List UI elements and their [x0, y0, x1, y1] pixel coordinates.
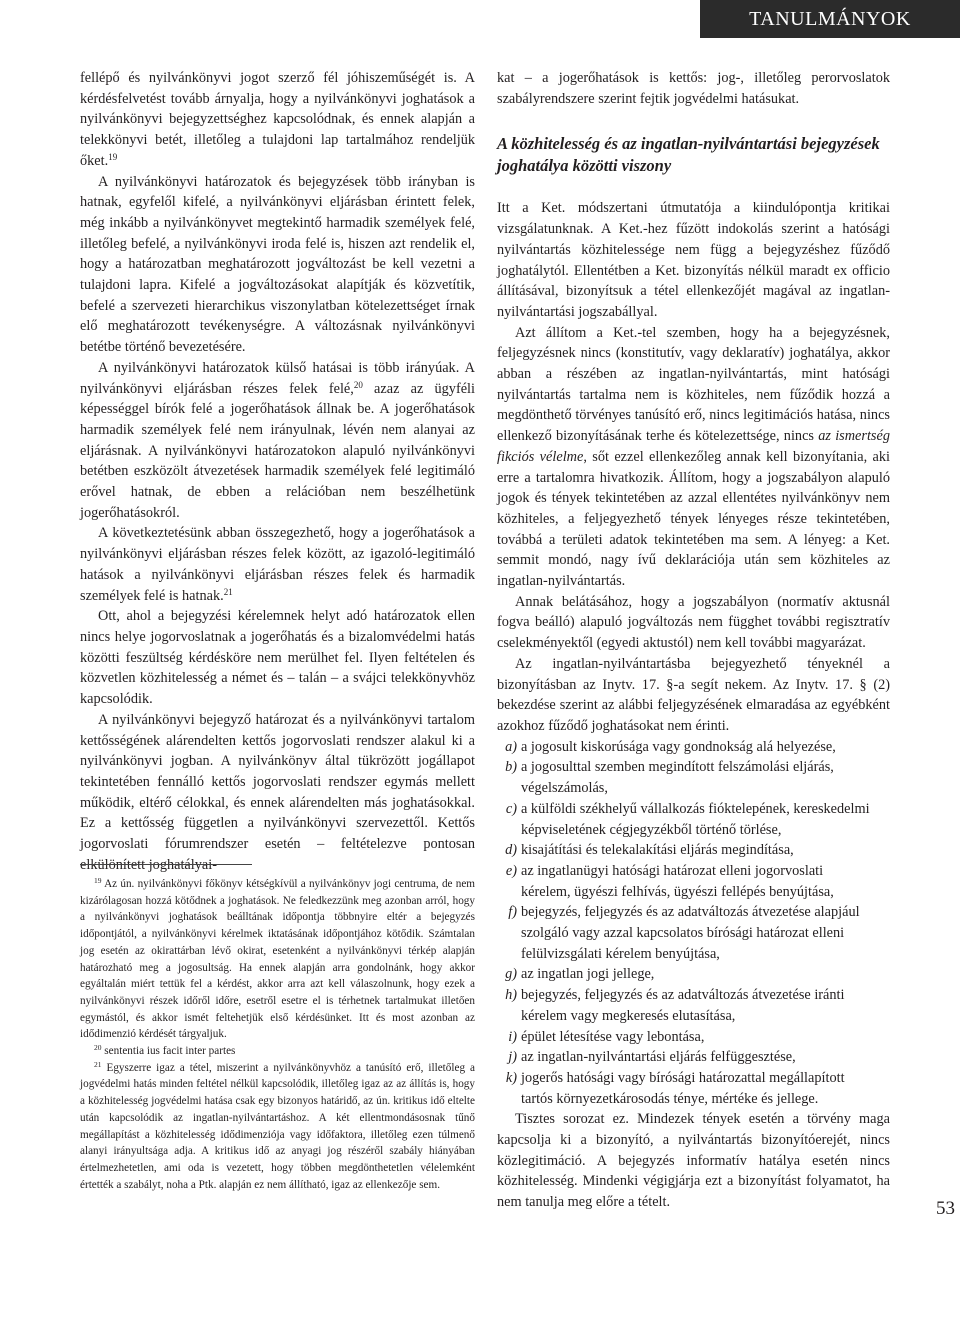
list-item-text: az ingatlanügyi hatósági határozat elleni jogorvoslati kérelem, ügyészi felhívás, ügyészi fellépés benyújtása, [521, 862, 834, 900]
right-intro-paragraph [497, 68, 890, 109]
footnote-ref: 20 [94, 1043, 102, 1053]
text-run: , sőt ezzel ellenkezőleg annak kell bizonyítania, aki erre a tartalomra hivatkozik. Állítom, hogy a jogszabályon alapuló jogok és tények tekintetében az azzal ellentétes nyilvánkönyv nem közhiteles, a feljegyezhető tények lényeges része tekintetében, továbbá a területi adatok tekintetében ma sem. A lényeg: a Ket. semmit mondó, nagy ívű deklarációja után sem közhiteles az ingatlan-nyilvántartás. [497, 448, 891, 590]
list-item [497, 757, 890, 798]
text-run: kat – a jogerőhatások is kettős: jog-, illetőleg perorvoslatok szabályrendszere szerint fejtik jogvédelmi hatásukat. [497, 70, 890, 107]
list-item-label: b) [505, 759, 517, 776]
list-item [497, 1047, 890, 1068]
list-item [497, 902, 890, 964]
footnotes [80, 876, 475, 1193]
footnote-ref: 20 [353, 379, 363, 390]
list-item [497, 840, 890, 861]
paragraph [80, 358, 475, 524]
footnote [80, 1043, 475, 1060]
list-item-label: a) [505, 738, 517, 755]
list-item-label: d) [505, 842, 517, 859]
footnote-ref: 21 [94, 1059, 102, 1069]
list-item-label: h) [505, 987, 517, 1004]
paragraph [80, 710, 475, 876]
text-run: Az ingatlan-nyilvántartásba bejegyezhető tényeknél a bizonyításban az Inytv. 17. §-a segít nekem. Az Inytv. 17. § (2) bekezdése szerint az alábbi feljegyzésének elmaradása az egyébként azokhoz fűződő joghatásokat nem érinti. [497, 655, 890, 734]
list-item-label: f) [508, 904, 517, 921]
text-run: fellépő és nyilvánkönyvi jogot szerző fél jóhiszeműségét is. A kérdésfelvetést tovább árnyalja, hogy a nyilvánkönyvi joghatások a nyilvánkönyvi bejegyzettséghez kapcsolódnak, és ennek alapján a telekkönyvi betét, illetőleg a tulajdoni lap tartalmához rendeljük őket. [80, 70, 475, 169]
paragraph [80, 68, 475, 172]
paragraph [80, 172, 475, 358]
list-item-label: k) [505, 1069, 517, 1086]
text-run: azaz az ügyféli képességgel bírók felé a jogerőhatások állnak be. A jogerőhatások harmadik személyek felé nem irányulnak, lévén nem alanyai az eljárásnak. A nyilvánkönyvi határozatokon alapuló nyilvánkönyvi betétben eszközölt átvezetések harmadik személyek felé legitimáló erővel hatnak, de ebben a relációban nem beszélhetünk jogerőhatásokról. [80, 380, 476, 521]
footnote [80, 876, 475, 1043]
footnote-ref: 21 [223, 586, 233, 597]
list-item-label: j) [508, 1049, 517, 1066]
text-run: Itt a Ket. módszertani útmutatója a kiindulópontja kritikai vizsgálatunknak. A Ket.-hez fűzött indokolás szerint a hatósági nyilvántartás közhitelessége nem függ a bejegyzéshez fűződő joghatálytól. Ellentétben a Ket. bizonyítás nélkül maradt ex officio állításával, bizonyítsuk a tétel ellenkezőjét magával az ingatlan-nyilvántartási jogszabállyal. [497, 200, 890, 320]
list-item [497, 1027, 890, 1048]
right-paragraphs [497, 198, 890, 736]
text-run: sententia ius facit inter partes [101, 1045, 236, 1058]
paragraph [80, 523, 475, 606]
list-item-text: épület létesítése vagy lebontása, [521, 1028, 705, 1045]
list-item-text: az ingatlan-nyilvántartási eljárás felfüggesztése, [521, 1049, 796, 1066]
legal-list [497, 737, 890, 1110]
list-item-label: c) [505, 800, 517, 817]
paragraph [497, 198, 890, 322]
list-item-text: bejegyzés, feljegyzés és az adatváltozás átvezetése alapjául szolgáló vagy azzal kapcsolatos bírósági határozat elleni felülvizsgálati kérelem benyújtása, [521, 904, 860, 962]
section-heading: A közhitelesség és az ingatlan-nyilvántartási bejegyzések joghatálya közötti viszony [497, 134, 880, 176]
list-item-label: g) [505, 966, 517, 983]
list-item-text: jogerős hatósági vagy bírósági határozattal megállapított tartós környezetkárosodás ténye, mértéke és jellege. [521, 1069, 845, 1107]
paragraph [80, 606, 475, 710]
text-run: A nyilvánkönyvi határozatok külső hatásai is több irányúak. A nyilvánkönyvi eljárásban részes felek felé, [80, 359, 475, 397]
paragraph [497, 323, 890, 592]
section-tag: TANULMÁNYOK [700, 0, 960, 38]
list-item [497, 737, 890, 758]
paragraph [497, 654, 890, 737]
list-item [497, 861, 890, 902]
text-run: Azt állítom a Ket.-tel szemben, hogy ha a bejegyzésnek, feljegyzésnek nincs (konstitutív, vagy deklaratív) joghatálya, akkor abban a részében az ingatlan-nyilvántartás, mint hatósági nyilvántartás tartalma nem is közhiteles, nem fűződik hozzá a megdönthető törvényes tanúsító erő, nincs legitimációs hatása, nincs ellenkező bizonyításának terhe és kötelezettsége, nincs [497, 324, 890, 445]
text-run: A nyilvánkönyvi bejegyző határozat és a nyilvánkönyvi tartalom kettősségének alárendelten kettős jogorvoslati rendszer alakul ki a nyilvánkönyvi jogban. A nyilvánkönyv által tükrözött jogállapot tekintetében fennálló kettős jogorvoslati rendszer egymás mellett működik, eltérő célokkal, és ennek alárendelten más joghatásokkal. Ez a kettősség független a nyilvánkönyvi szervezettől. Kettős jogorvoslati fórumrendszer esetén – feltételezve pontosan elkülönített joghatályai- [80, 711, 475, 873]
closing-paragraph [497, 1109, 890, 1213]
text-run: Az ún. nyilvánkönyvi főkönyv kétségkívül a nyilvánkönyv jogi centruma, de nem kizárólagosan hozzá kötődnek a joghatások. Ne feledkezzünk meg azonban arról, hogy a nyilvánkönyvi joghatások beálltának időpontja többnyire eltér a bejegyzés időpontjától, a nyilvánkönyvi kérelmek iktatásának időpontjához kötődik. Számtalan jog esetén az okirattárban lévő okirat, esetenként a nyilvánkönyvi térkép alapján határozható meg a jogosultság. Ha ennek alapján arra gondolnánk, hogy akkor egyáltalán miért tettük fel a kérdést, akkor arra azt kell válaszolnunk, hogy ezek a nyilvánkönyvi részek időről időre, esetről esetre el is térhetnek tartalmukat illetően egymástól, és akkor ismét feltehetjük első kérdésünket. Itt és most azonban az idődimenzió kérdését tárgyaljuk. [80, 878, 475, 1041]
text-run: A következtetésünk abban összegezhető, hogy a jogerőhatások a nyilvánkönyvi eljárásban részes felek között, az igazoló-legitimáló hatások a nyilvánkönyvi eljárásban részes felek és harmadik személyek felé is hatnak. [80, 525, 475, 604]
list-item-text: a jogosult kiskorúsága vagy gondnokság alá helyezése, [521, 738, 836, 755]
list-item [497, 799, 890, 840]
list-item [497, 1068, 890, 1109]
list-item [497, 964, 890, 985]
list-item-text: kisajátítási és telekalakítási eljárás megindítása, [521, 842, 794, 859]
text-run: Egyszerre igaz a tétel, miszerint a nyilvánkönyvhöz a tanúsító erő, illetőleg a jogvédelmi hatás minden feltétel nélkül kapcsolódik, illetőleg igaz az az állítás is, hogy a közhitelesség jogvédelmi hatása csak egy bizonyos határidő, az ún. kritikus idő eltelte után kapcsolódik az ingatlan-nyilvántartáshoz. A két ellentmondásosnak tűnő megállapítást a közhitelesség idődimenziója vagy időfaktora, illetőleg ezen túlmenő alanyi irányultsága adja. A kritikus idő az anyagi jog részéről szabály hiányában értelmezhetetlen, ami oda is vezetett, hogy többen megdönthetetlen vélelemként értették a szabályt, noha a Ptk. alapján ez nem állítható, igaz az ellenkezője sem. [80, 1061, 475, 1191]
text-run: Annak belátásához, hogy a jogszabályon (normatív aktusnál fogva beálló) alapuló jogváltozás nem függhet további regisztratív cselekményektől (egyedi aktustól) nem kell további magyarázat. [497, 593, 890, 652]
list-item-text: a külföldi székhelyű vállalkozás fióktelepének, kereskedelmi képviseletének cégjegyzékből történő törlése, [521, 800, 870, 838]
paragraph [497, 592, 890, 654]
text-run: A nyilvánkönyvi határozatok és bejegyzések több irányban is hatnak, egyfelől kifelé, a nyilvánkönyvi eljárásban érintett felek, még inkább a nyilvánkönyvet megtekintő harmadik személyek felé, illetőleg befelé, a nyilvánkönyvi iroda felé is, hiszen azt rendelik el, hogy a határozatban meghatározott jogváltozást be kell vezetni a tulajdoni lapra. Kifelé a jogváltozásokat alapítják és közvetítik, befelé a szervezeti hierarchikus viszonylatban kötelezettséget írnak elő meghatározott tevékenységre. A változásnak nyilvánkönyvi betétbe történő bevezetésére. [80, 173, 475, 356]
list-item-text: bejegyzés, feljegyzés és az adatváltozás átvezetése iránti kérelem vagy megkeresés elutasítása, [521, 987, 845, 1024]
footnote-ref: 19 [94, 876, 102, 885]
footnote-ref: 19 [108, 151, 118, 162]
left-column [80, 68, 475, 875]
list-item-label: e) [505, 862, 517, 879]
right-column [497, 68, 890, 1213]
page-number: 53 [936, 1198, 955, 1219]
text-run: Ott, ahol a bejegyzési kérelemnek helyt adó határozatok ellen nincs helye jogorvoslatnak a jogerőhatás és a bizalomvédelmi hatás közötti feszültség kérdésköre nem merülhet fel. Ilyen feltételen és közvetlen közhitelesség a német és – talán – a svájci telekkönyvhöz kapcsolódik. [80, 608, 475, 708]
footnote [80, 1060, 475, 1194]
list-item-text: az ingatlan jogi jellege, [521, 966, 655, 983]
text-run: Tisztes sorozat ez. Mindezek tények esetén a törvény maga kapcsolja ki a bizonyító, a nyilvántartás bizonyítóerejét, nincs közlegitimáció. A bejegyzés informatív hatálya esetén nincs közhitelesség. Mindenki végigjárja ezt a bizonyítást folyamatot, ha nem tanulja meg előre a tételt. [497, 1111, 890, 1211]
footnote-separator [80, 864, 252, 865]
list-item-text: a jogosulttal szemben megindított felszámolási eljárás, végelszámolás, [521, 759, 834, 797]
list-item-label: i) [508, 1028, 517, 1045]
emphasis-text: az ismertség fikciós vélelme [497, 428, 890, 465]
list-item [497, 985, 890, 1026]
